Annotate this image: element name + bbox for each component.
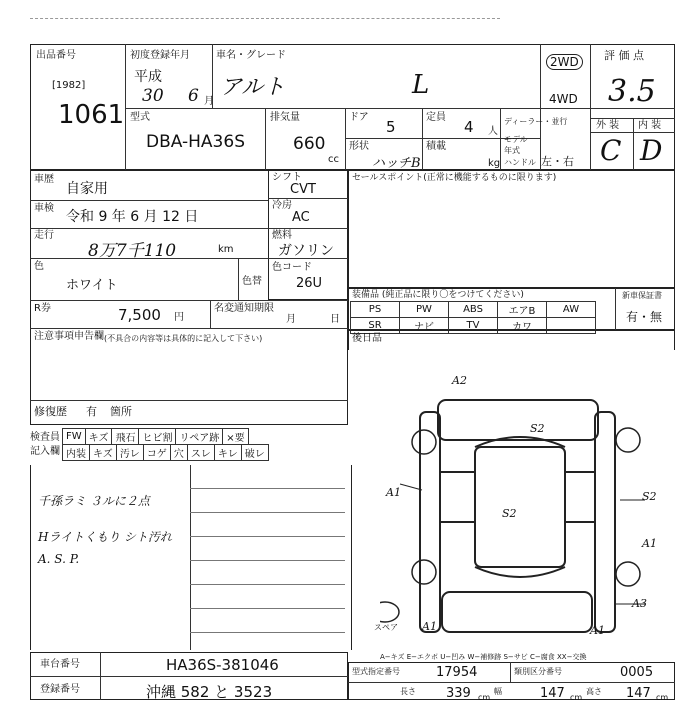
header-fragment — [30, 4, 500, 19]
code-fw: FW — [63, 429, 86, 445]
dmg-label-s2-right: S2 — [642, 490, 657, 503]
fuel: ガソリン — [278, 243, 334, 259]
class-no-label: 類別区分番号 — [514, 667, 562, 676]
month-unit: 月 — [204, 96, 214, 107]
reg-label: 登録番号 — [40, 684, 80, 695]
equip-airbag: エアB — [498, 302, 547, 318]
mileage-label: 走行 — [34, 230, 54, 241]
cap-unit: 人 — [488, 126, 498, 137]
mileage: 8万7千110 — [88, 241, 177, 261]
int-label: 内 装 — [638, 120, 662, 131]
dmg-label-a1-right: A1 — [642, 537, 657, 550]
first-reg-label: 初度登録年月 — [130, 50, 190, 61]
code-burn: コゲ — [143, 445, 170, 461]
length: 339 — [446, 686, 471, 701]
grade: L — [412, 70, 430, 100]
wheel-front-left — [412, 430, 436, 454]
wheel-rear-right — [616, 562, 640, 586]
recorder-label: 記入欄 — [30, 446, 60, 457]
code-row-ext — [62, 428, 249, 445]
shift-label: シフト — [272, 172, 302, 183]
notes-sub: (不具合の内容等は具体的に記入して下さい) — [104, 334, 263, 343]
type-label: 型式 — [130, 112, 150, 123]
dmg-label-a1-left: A1 — [386, 486, 401, 499]
score: 3.5 — [608, 74, 656, 109]
equip-sr: SR — [351, 318, 400, 334]
height-unit: cm — [656, 693, 669, 702]
ac: AC — [292, 210, 310, 225]
door-label: ドア — [349, 112, 369, 123]
inspect: 令和 9 年 6 月 12 日 — [66, 209, 199, 225]
sales-label: セールスポイント(正常に機能するものに限ります) — [352, 173, 557, 183]
spec-no: 17954 — [436, 665, 478, 680]
code-row-int — [62, 444, 269, 461]
color: ホワイト — [66, 278, 118, 293]
wheel-rear-left — [412, 560, 436, 584]
dealer-label: ディーラー・並行 — [504, 117, 568, 126]
dmg-label-s2-roof: S2 — [502, 507, 517, 520]
width-label: 幅 — [494, 687, 502, 696]
color-label: 色 — [34, 261, 44, 272]
doors: 5 — [386, 118, 396, 136]
length-label: 長さ — [400, 687, 416, 696]
model-year-label: モデル年式 — [504, 135, 528, 155]
repair-value: 有 — [86, 405, 97, 418]
notice-day: 日 — [330, 314, 340, 325]
fuel-label: 燃料 — [272, 230, 292, 241]
load-unit: kg — [488, 158, 501, 169]
rear-window-line — [475, 567, 565, 577]
width: 147 — [540, 686, 565, 701]
code-hole: 穴 — [170, 445, 187, 461]
code-repair-mark: リペア跡 — [176, 429, 223, 445]
score-label: 評 価 点 — [604, 49, 644, 62]
height-label: 高さ — [586, 687, 602, 696]
car-damage-diagram — [380, 372, 680, 652]
model-label: 車名・グレード — [216, 50, 286, 61]
hood-outline — [438, 400, 598, 440]
cc-label: 排気量 — [270, 112, 300, 123]
capacity: 4 — [464, 118, 474, 136]
handnote-2: Hライトくもり シト汚れ — [38, 530, 172, 544]
colorcode: 26U — [296, 276, 323, 291]
lot-label: 出品番号 — [36, 50, 76, 61]
history: 自家用 — [66, 181, 108, 197]
shape: ハッチB — [372, 156, 421, 171]
damage-legend: A−キズ E−エクボ U−凹み W−補修跡 S−サビ C−腐食 XX−交換 — [380, 653, 587, 661]
ac-label: 冷房 — [272, 200, 292, 211]
handnote-3: A. S. P. — [38, 552, 80, 566]
load-label: 積載 — [426, 141, 446, 152]
reg-year: 30 — [142, 86, 164, 106]
repair-place: 箇所 — [110, 405, 132, 418]
spec-no-label: 型式指定番号 — [352, 667, 400, 676]
cc-unit: cc — [328, 154, 339, 165]
after-label: 後日品 — [352, 333, 382, 344]
repair-label: 修復歴 — [34, 405, 67, 418]
equip-label: 装備品 (純正品に限り〇をつけてください) — [352, 290, 524, 300]
handle-label: ハンドル — [504, 158, 536, 167]
lot-small: [1982] — [52, 80, 86, 91]
warranty: 有・無 — [626, 310, 663, 324]
cap-label: 定員 — [426, 112, 446, 123]
code-int-scratch: キズ — [90, 445, 117, 461]
dmg-label-a1-rr: A1 — [590, 624, 605, 637]
recycle-unit: 円 — [174, 312, 184, 323]
windshield-line — [475, 437, 565, 447]
car-name: アルト — [220, 75, 286, 100]
code-cut: キレ — [214, 445, 241, 461]
inspect-label: 車検 — [34, 203, 54, 214]
right-side-outline — [595, 412, 615, 632]
cc-value: 660 — [293, 134, 326, 154]
handle-value: 左・右 — [541, 155, 574, 168]
equip-pw: PW — [400, 302, 449, 318]
notice-month: 月 — [286, 314, 296, 325]
type-value: DBA-HA36S — [146, 132, 245, 152]
trunk-outline — [442, 592, 592, 632]
dmg-label-a3: A3 — [632, 597, 647, 610]
equip-navi: ナビ — [400, 318, 449, 334]
shape-label: 形状 — [349, 141, 369, 152]
left-side-outline — [420, 412, 440, 632]
equip-abs: ABS — [449, 302, 498, 318]
history-label: 車歴 — [34, 174, 54, 185]
recycle: 7,500 — [118, 306, 161, 324]
recycle-label: R券 — [34, 303, 51, 314]
after-box — [348, 330, 675, 350]
drive-2wd: 2WD — [546, 54, 583, 70]
code-chip: 飛石 — [112, 429, 139, 445]
equip-tv: TV — [449, 318, 498, 334]
dmg-label-a2: A2 — [452, 374, 467, 387]
reg: 沖縄 582 と 3523 — [146, 683, 273, 701]
equip-ps: PS — [351, 302, 400, 318]
spare-label: スペア — [374, 623, 398, 632]
wheel-front-right — [616, 428, 640, 452]
code-dirt: 汚レ — [116, 445, 143, 461]
ext-label: 外 装 — [596, 120, 620, 131]
height: 147 — [626, 686, 651, 701]
colorcode-label: 色コード — [272, 262, 312, 273]
lot-number: 1061 — [58, 100, 125, 130]
code-wear: スレ — [187, 445, 214, 461]
length-unit: cm — [478, 693, 491, 702]
color-change-label: 色替 — [242, 276, 262, 287]
sales-box — [348, 170, 675, 288]
chassis: HA36S-381046 — [166, 656, 279, 674]
code-needs: ×要 — [223, 429, 248, 445]
inspector-label: 検査員 — [30, 432, 60, 443]
notice-label: 名変通知期限 — [214, 303, 274, 314]
spare-tire-icon — [380, 602, 399, 622]
warranty-label: 新車保証書 — [622, 291, 662, 300]
notes-label: 注意事項申告欄 — [34, 331, 104, 342]
era: 平成 — [134, 69, 162, 85]
equip-aw: AW — [547, 302, 596, 318]
equip-leather: カワ — [498, 318, 547, 334]
chassis-label: 車台番号 — [40, 659, 80, 670]
dmg-label-s2-front: S2 — [530, 422, 545, 435]
reg-month: 6 — [188, 86, 199, 106]
shift: CVT — [290, 182, 316, 197]
code-crack: ヒビ割 — [139, 429, 176, 445]
handnote-1: 千孫ラミ ３ルに２点 — [38, 494, 150, 508]
width-unit: cm — [570, 693, 583, 702]
int-grade: D — [640, 134, 663, 167]
km-unit: km — [218, 244, 234, 255]
drive-4wd: 4WD — [549, 92, 578, 106]
code-scratch: キズ — [85, 429, 112, 445]
code-interior: 内装 — [63, 445, 90, 461]
dmg-label-a1-rear: A1 — [422, 620, 437, 633]
ext-grade: C — [600, 134, 622, 167]
class-no: 0005 — [620, 665, 654, 680]
roof-outline — [475, 447, 565, 567]
code-tear: 破レ — [241, 445, 268, 461]
